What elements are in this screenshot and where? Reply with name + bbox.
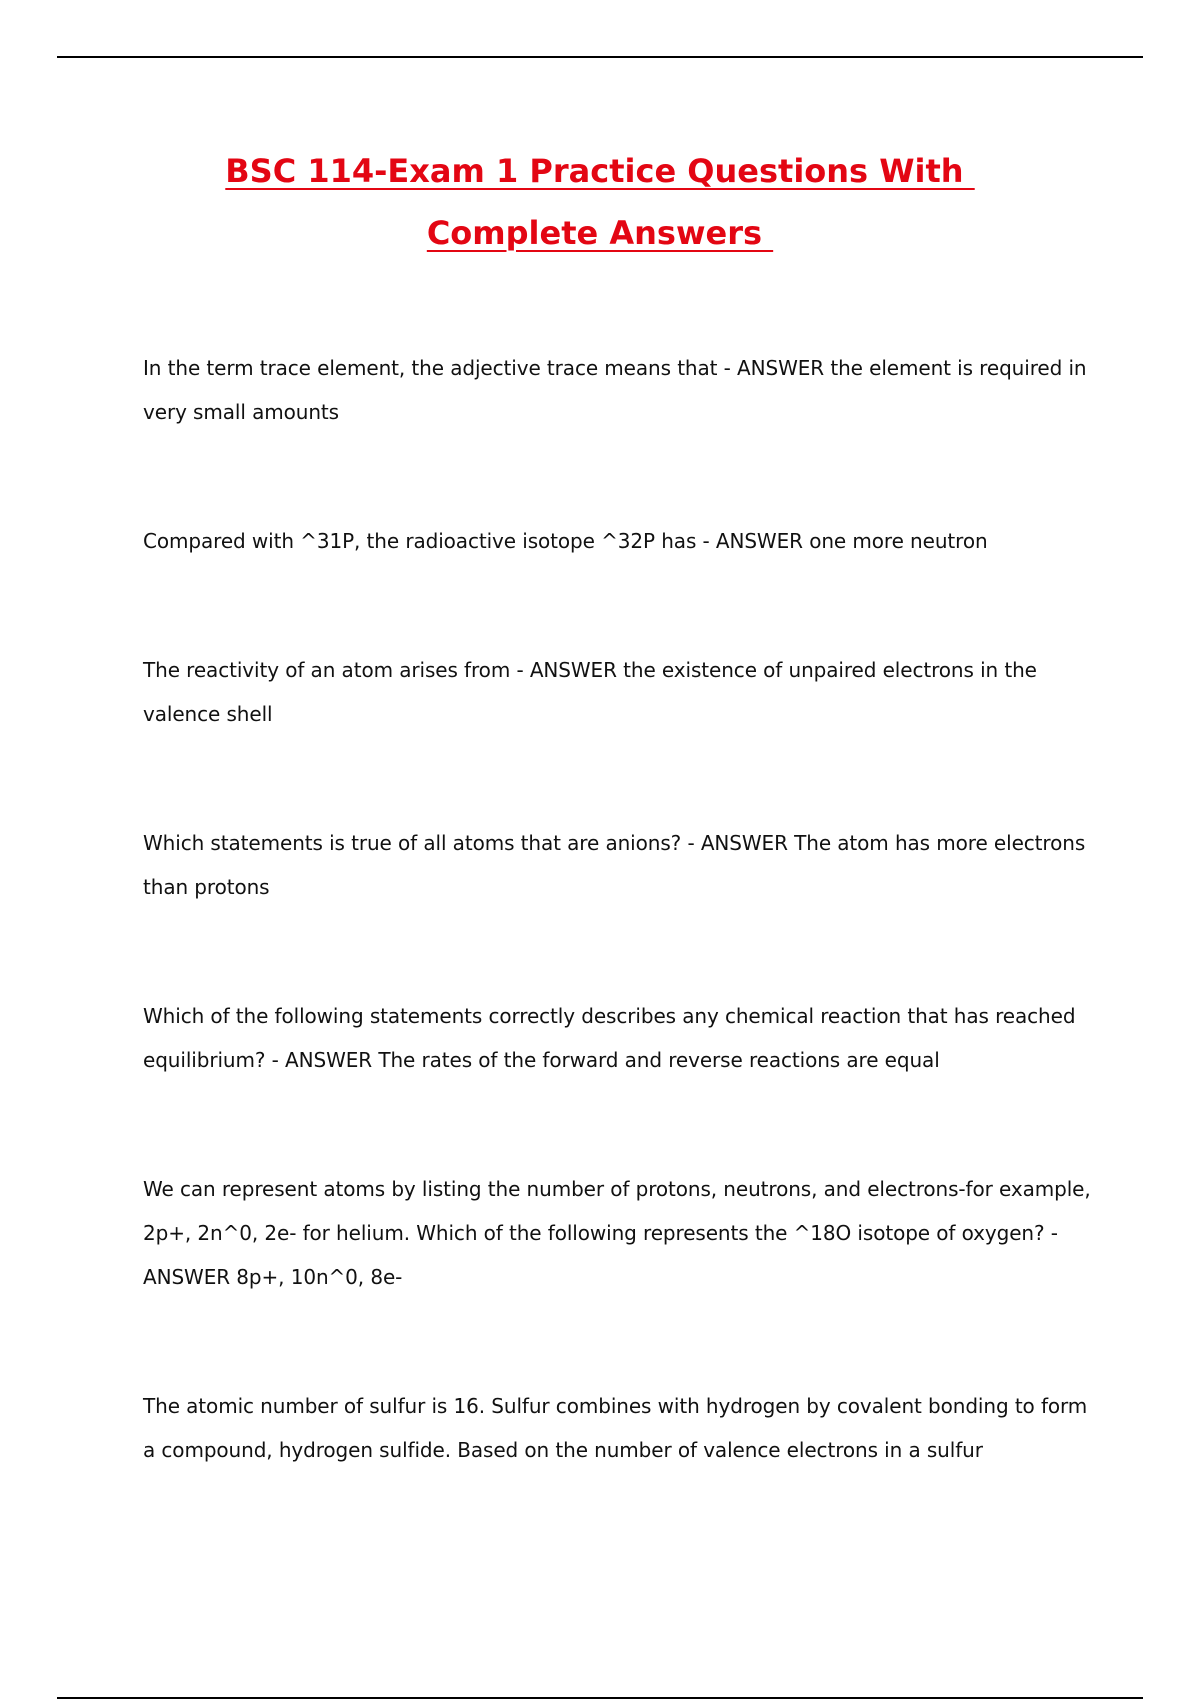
question-item: Which statements is true of all atoms that are anions? - ANSWER The atom has more electrons than protons [143, 831, 1086, 899]
question-item: We can represent atoms by listing the number of protons, neutrons, and electrons-for example, 2p+, 2n^0, 2e- for helium. Which of the following represents the ^18O isotope of oxygen? - ANSWER 8p+, 10n^0, 8e- [143, 1177, 1091, 1289]
document-title [0, 140, 1200, 264]
question-item: The atomic number of sulfur is 16. Sulfur combines with hydrogen by covalent bonding to form a compound, hydrogen sulfide. Based on the number of valence electrons in a sulfur [143, 1394, 1088, 1462]
question-item: Which of the following statements correctly describes any chemical reaction that has reached equilibrium? - ANSWER The rates of the forward and reverse reactions are equal [143, 1004, 1076, 1072]
title-line-1: BSC 114-Exam 1 Practice Questions With [225, 152, 975, 190]
bottom-rule [57, 1697, 1143, 1699]
question-list [143, 346, 1103, 1557]
question-item: The reactivity of an atom arises from - ANSWER the existence of unpaired electrons in the valence shell [143, 658, 1037, 726]
question-item: Compared with ^31P, the radioactive isotope ^32P has - ANSWER one more neutron [143, 529, 988, 553]
title-line-2: Complete Answers [426, 214, 774, 252]
question-item: In the term trace element, the adjective trace means that - ANSWER the element is required in very small amounts [143, 356, 1087, 424]
top-rule [57, 56, 1143, 58]
